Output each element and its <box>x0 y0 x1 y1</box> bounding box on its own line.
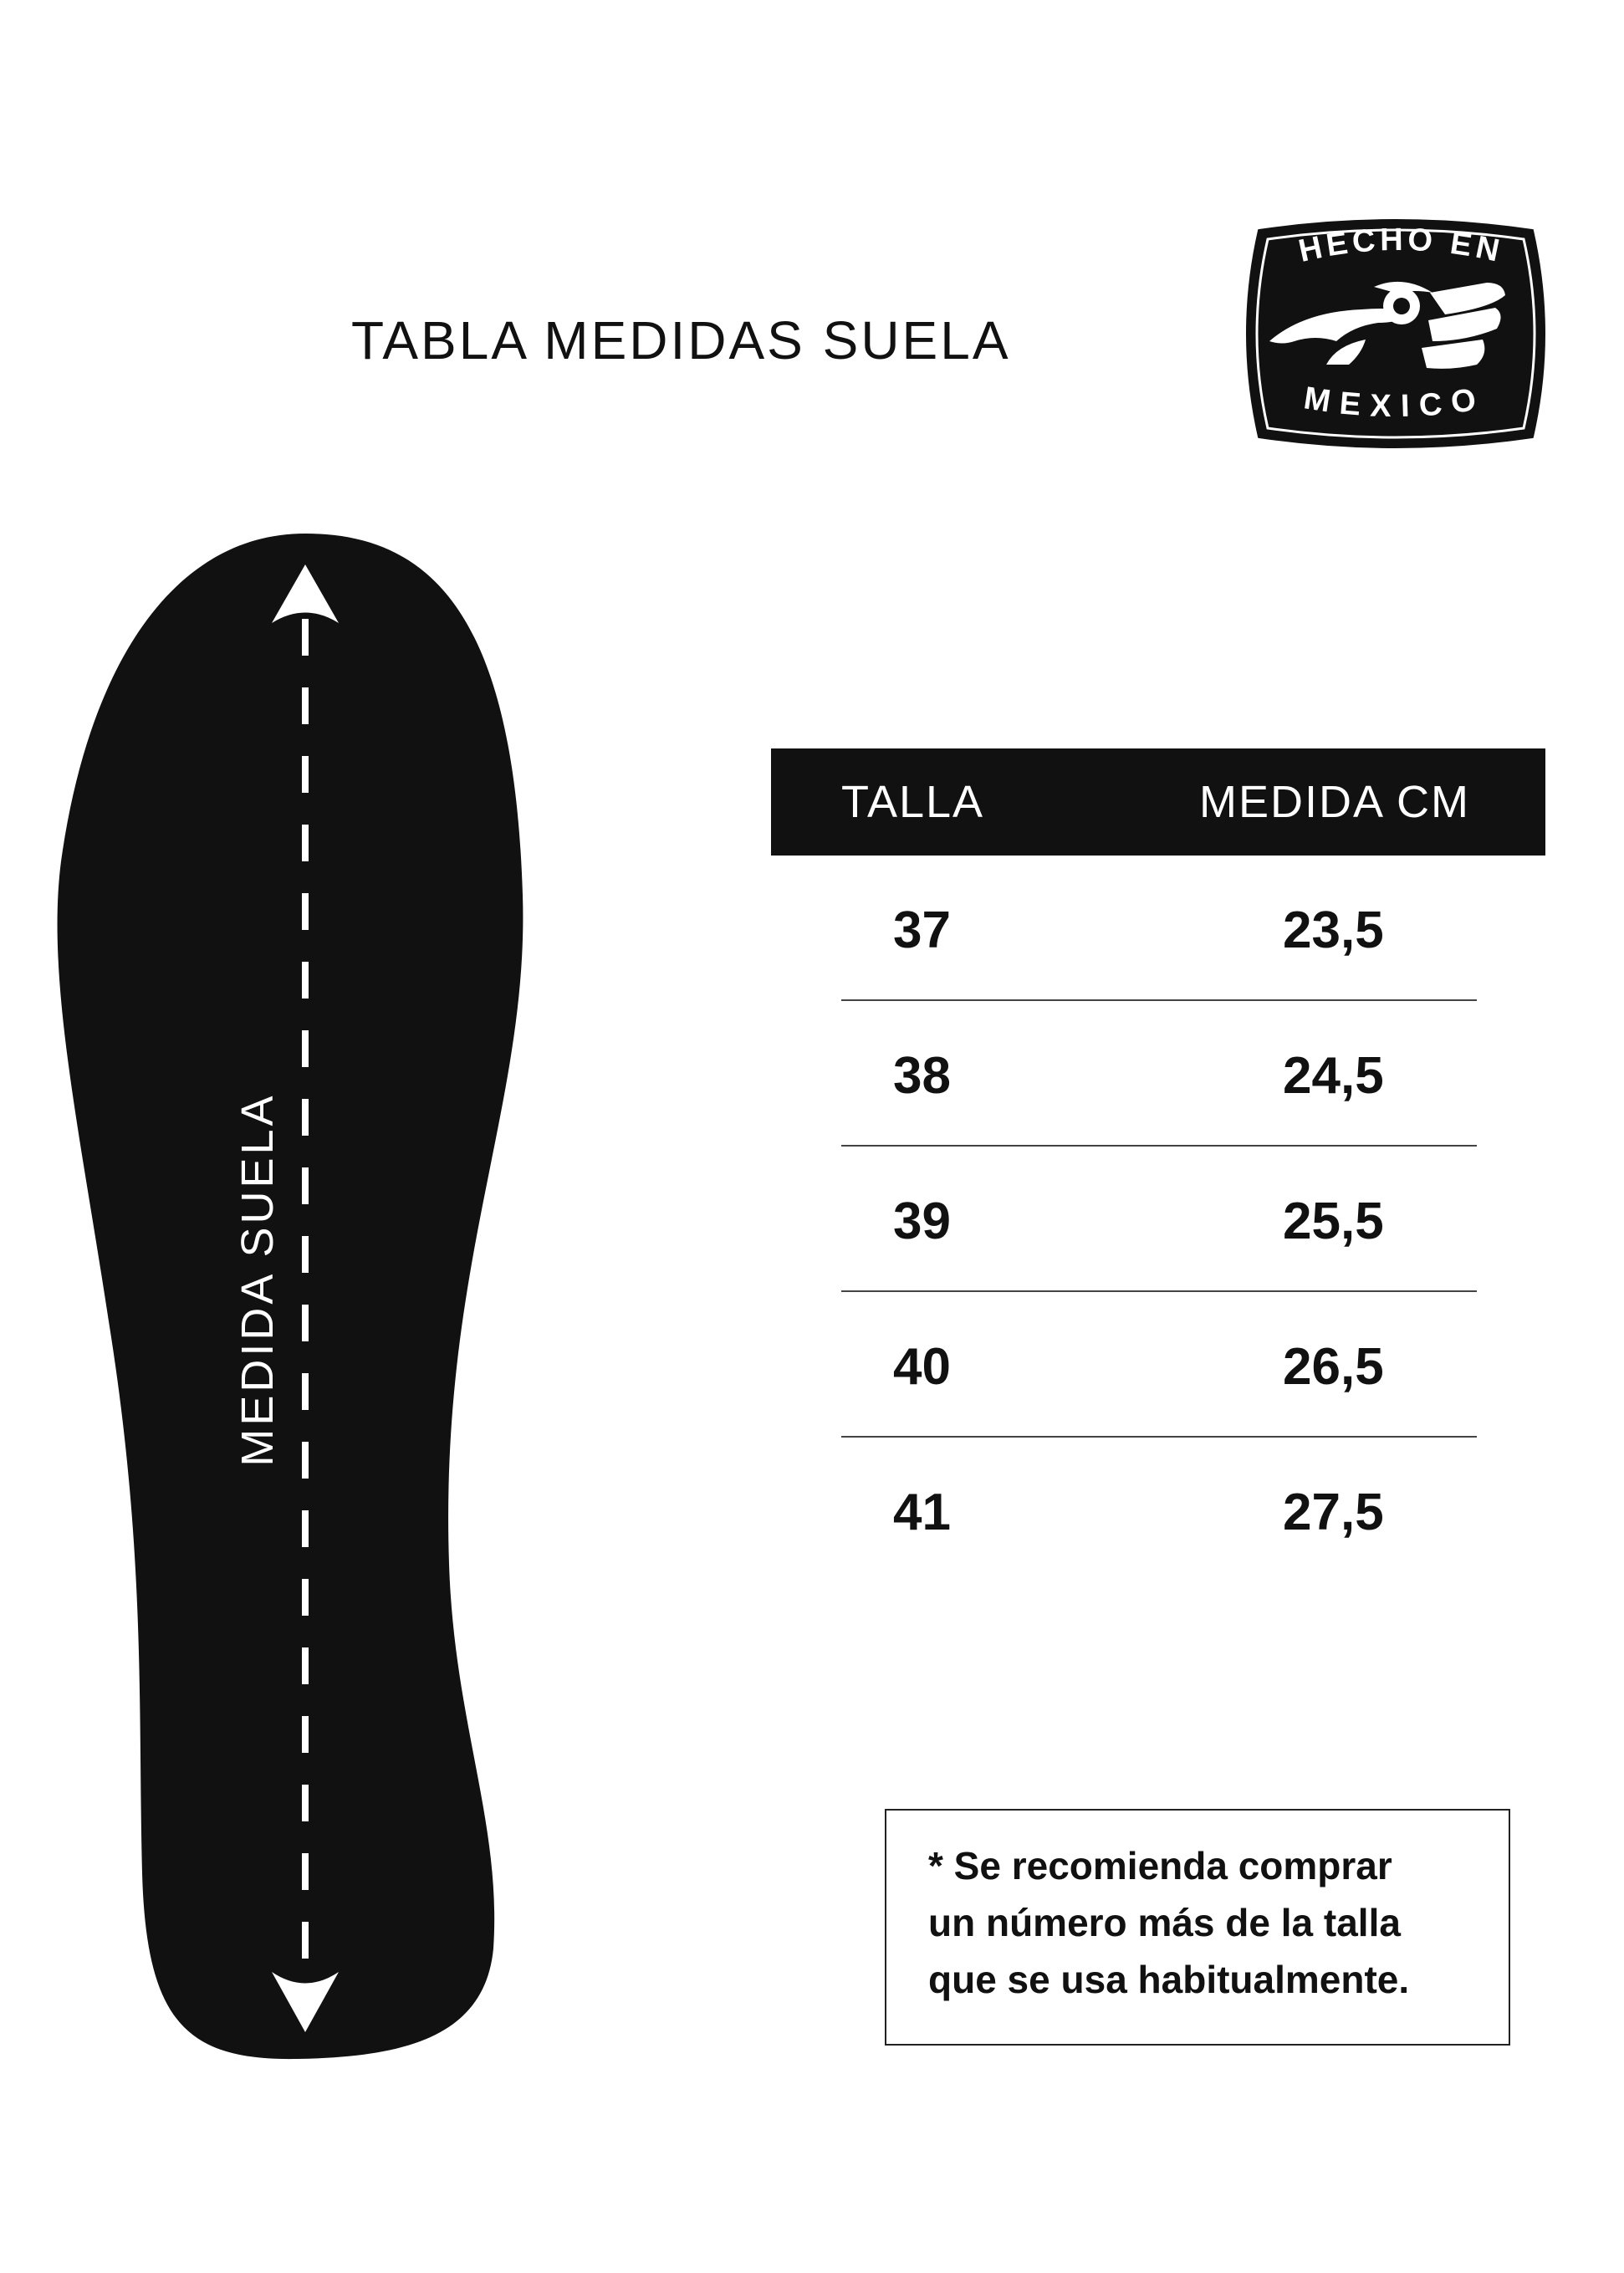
note-line: * Se recomienda comprar <box>928 1844 1392 1887</box>
header-talla: TALLA <box>841 777 985 827</box>
table-row <box>841 1147 1477 1292</box>
cell-talla: 40 <box>893 1338 951 1396</box>
table-row <box>841 1292 1477 1438</box>
cell-medida: 24,5 <box>1283 1047 1384 1105</box>
header-medida: MEDIDA CM <box>1199 777 1471 827</box>
seal-top-text: HECHO EN <box>1295 222 1507 270</box>
seal-bottom-text: MEXICO <box>1301 381 1489 425</box>
cell-talla: 38 <box>893 1047 951 1105</box>
sole-silhouette <box>46 527 531 2066</box>
table-row <box>841 1438 1477 1581</box>
cell-talla: 41 <box>893 1484 951 1541</box>
note-line: que se usa habitualmente. <box>928 1958 1410 2001</box>
size-table <box>771 748 1545 1541</box>
cell-talla: 39 <box>893 1193 951 1250</box>
cell-medida: 23,5 <box>1283 902 1384 959</box>
hecho-en-mexico-seal <box>1236 216 1555 452</box>
cell-medida: 27,5 <box>1283 1484 1384 1541</box>
recommendation-note <box>885 1809 1510 2046</box>
sole-measure-label: MEDIDA SUELA <box>232 1092 283 1467</box>
cell-talla: 37 <box>893 902 951 959</box>
table-row <box>841 856 1477 1001</box>
cell-medida: 25,5 <box>1283 1193 1384 1250</box>
table-header <box>771 748 1545 856</box>
cell-medida: 26,5 <box>1283 1338 1384 1396</box>
note-line: un número más de la talla <box>928 1901 1401 1944</box>
page-title: TABLA MEDIDAS SUELA <box>351 310 1011 370</box>
table-row <box>841 1001 1477 1147</box>
